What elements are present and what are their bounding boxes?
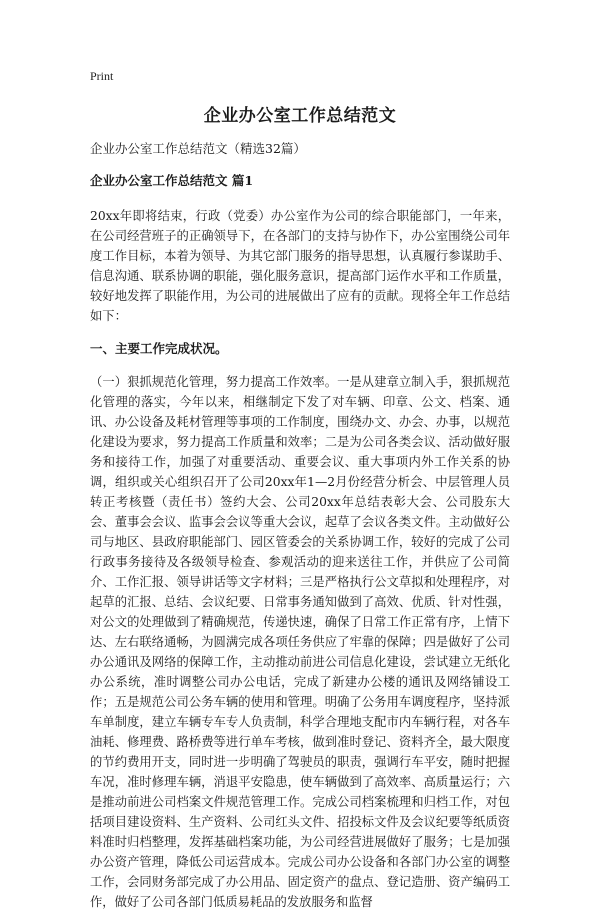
print-link[interactable]: Print [90, 69, 114, 83]
intro-paragraph: 20xx年即将结束，行政（党委）办公室作为公司的综合职能部门，一年来，在公司经营班子的正确领导下，在各部门的支持与协作下，办公室围绕公司年度工作目标，本着为领导、为其它部门服务的指导思想，认真履行参谋助手、信息沟通、联系协调的职能，强化服务意识，提高部门运作水平和工作质量，较好地发挥了职能作用，为公司的进展做出了应有的贡献。现将全年工作总结如下： [90, 209, 510, 323]
document-title: 企业办公室工作总结范文 [203, 106, 397, 126]
heading-main-work: 一、主要工作完成状况。 [90, 341, 228, 356]
body-paragraph: （一）狠抓规范化管理，努力提高工作效率。一是从建章立制入手，狠抓规范化管理的落实，今年以来，相继制定下发了对车辆、印章、公文、档案、通讯、办公设备及耗材管理等事项的工作制度，围绕办文、办会、办事，以规范化建设为要求，努力提高工作质量和效率；二是为公司各类会议、活动做好服务和接待工作，加强了对重要活动、重要会议、重大事项内外工作关系的协调，组织或关心组织召开了公司20xx年1—2月份经营分析会、中层管理人员转正考核暨（责任书）签约大会、公司20xx年总结表彰大会、公司股东大会、董事会会议、监事会会议等重大会议，起草了会议各类文件。主动做好公司与地区、县政府职能部门、园区管委会的关系协调工作，较好的完成了公司行政事务接待及各级领导检查、参观活动的迎来送往工作，并供应了公司简介、工作汇报、领导讲话等文字材料；三是严格执行公文草拟和处理程序，对起草的汇报、总结、会议纪要、日常事务通知做到了高效、优质、针对性强，对公文的处理做到了精确规范，传递快速，确保了日常工作正常有序，上情下达、左右联络通畅，为圆满完成各项任务供应了牢靠的保障；四是做好了公司办公通讯及网络的保障工作，主动推动前进公司信息化建设，尝试建立无纸化办公系统，准时调整公司办公电话，完成了新建办公楼的通讯及网络铺设工作；五是规范公司公务车辆的使用和管理。明确了公务用车调度程序，坚持派车单制度，建立车辆专车专人负责制，科学合理地支配市内车辆行程，对各车油耗、修理费、路桥费等进行单车考核，做到准时登记、资料齐全，最大限度的节约费用开支，同时进一步明确了驾驶员的职责，强调行车平安，随时把握车况，准时修理车辆，消退平安隐患，使车辆做到了高效率、高质量运行；六是推动前进公司档案文件规范管理工作。完成公司档案梳理和归档工作，对包括项目建设资料、生产资料、公司红头文件、招投标文件及会议纪要等纸质资料准时归档整理，发挥基础档案功能，为公司经营进展做好了服务；七是加强办公资产管理，降低公司运营成本。完成公司办公设备和各部门办公室的调整工作，会同财务部完成了办公用品、固定资产的盘点、登记造册、资产编码工作，做好了公司各部门低质易耗品的发放服务和监督 [90, 375, 510, 909]
document-subtitle: 企业办公室工作总结范文（精选32篇） [90, 141, 306, 156]
section-title: 企业办公室工作总结范文 篇1 [90, 173, 254, 188]
